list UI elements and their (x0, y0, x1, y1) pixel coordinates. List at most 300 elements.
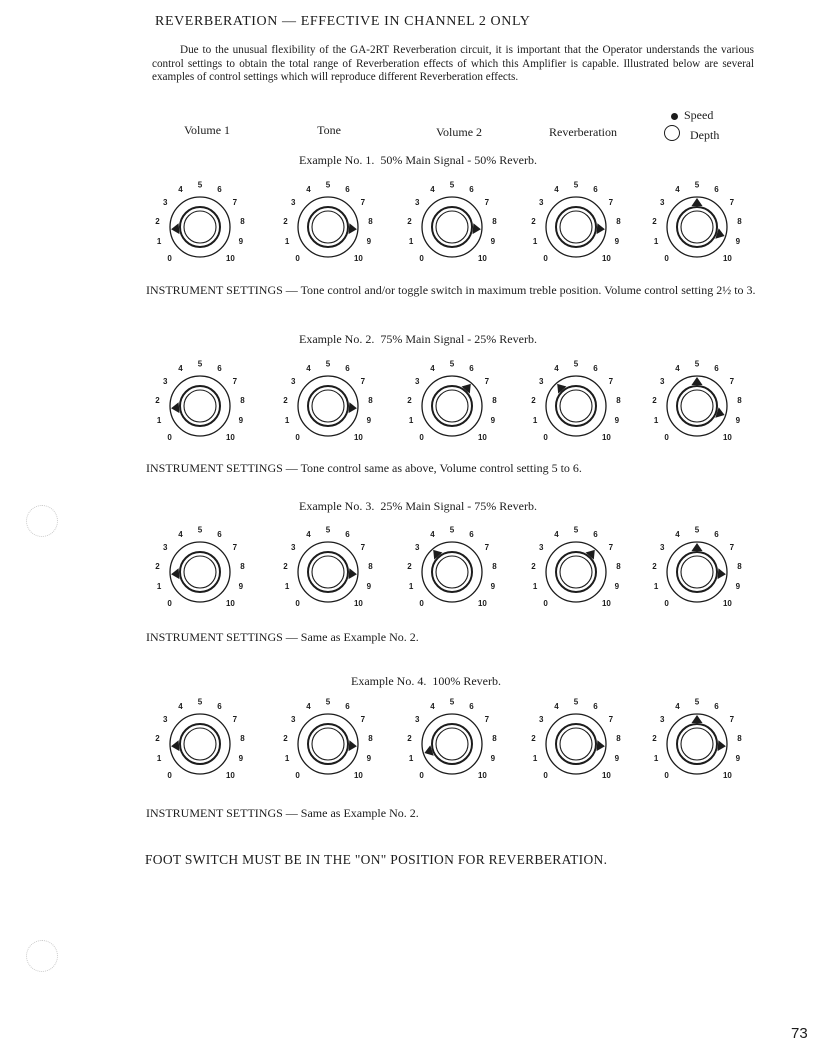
dial-number-8: 8 (492, 395, 497, 405)
dial-number-9: 9 (490, 236, 496, 246)
dial-number-8: 8 (368, 395, 373, 405)
dial-number-4: 4 (306, 364, 311, 374)
knob-dial-graphic (278, 520, 378, 630)
knob-pointer-icon (349, 568, 357, 579)
dial-number-10: 10 (601, 432, 611, 442)
dial-number-9: 9 (238, 581, 244, 591)
dial-number-6: 6 (593, 530, 598, 540)
dial-number-7: 7 (360, 377, 366, 387)
column-volume-1: Volume 1 (183, 123, 231, 137)
knob-pointer-icon (171, 223, 179, 234)
dial-number-5: 5 (325, 180, 331, 190)
knob-inner-ring (556, 386, 596, 426)
dial-number-8: 8 (737, 395, 742, 405)
knob-cap (184, 728, 216, 760)
dial-number-7: 7 (608, 198, 614, 208)
dial-number-2: 2 (531, 395, 536, 405)
dial-number-5: 5 (325, 697, 331, 707)
dial-number-3: 3 (414, 198, 420, 208)
dial-number-7: 7 (729, 715, 735, 725)
dial-number-5: 5 (449, 359, 455, 369)
knob-dial-graphic (150, 520, 250, 630)
knob-dial-graphic (150, 354, 250, 464)
dial-number-10: 10 (722, 598, 732, 608)
speed-pointer-icon (692, 715, 703, 723)
knob-inner-ring (180, 724, 220, 764)
dial-number-3: 3 (538, 715, 544, 725)
page-heading: REVERBERATION — EFFECTIVE IN CHANNEL 2 ONLY (155, 14, 531, 29)
dial-number-9: 9 (614, 236, 620, 246)
dial-number-4: 4 (306, 702, 311, 712)
dial-number-3: 3 (538, 543, 544, 553)
dial-number-1: 1 (532, 415, 538, 425)
knob-pointer-icon (349, 740, 357, 751)
dial-number-7: 7 (484, 543, 490, 553)
dial-number-4: 4 (430, 185, 435, 195)
example-1-volume-2-knob (402, 175, 502, 285)
dial-number-7: 7 (232, 543, 238, 553)
knob-dial-graphic (647, 354, 747, 464)
dial-number-3: 3 (538, 198, 544, 208)
dial-number-0: 0 (167, 253, 172, 263)
knob-cap (436, 211, 468, 243)
dial-number-10: 10 (477, 253, 487, 263)
dial-number-7: 7 (729, 198, 735, 208)
knob-dial-graphic (278, 354, 378, 464)
dial-number-5: 5 (694, 359, 700, 369)
dial-number-3: 3 (414, 543, 420, 553)
dial-number-6: 6 (345, 530, 350, 540)
dial-number-2: 2 (407, 216, 412, 226)
dial-number-10: 10 (353, 253, 363, 263)
example-2-tone-knob (278, 354, 378, 464)
column-volume-2: Volume 2 (435, 125, 483, 139)
knob-inner-ring (308, 386, 348, 426)
scan-smudge-2 (26, 940, 58, 972)
knob-inner-ring (180, 207, 220, 247)
dial-number-7: 7 (608, 377, 614, 387)
knob-inner-ring (180, 386, 220, 426)
dial-number-2: 2 (531, 216, 536, 226)
dial-number-8: 8 (616, 561, 621, 571)
dial-number-7: 7 (484, 715, 490, 725)
dial-number-4: 4 (675, 364, 680, 374)
example-4-volume-2-knob (402, 692, 502, 802)
dial-number-10: 10 (353, 770, 363, 780)
speed-pointer-icon (692, 198, 703, 206)
example-1-speed-depth-knob (647, 175, 747, 285)
dial-number-10: 10 (722, 770, 732, 780)
depth-pointer-icon (718, 740, 726, 751)
dial-number-8: 8 (368, 561, 373, 571)
knob-cap (560, 390, 592, 422)
dial-number-8: 8 (492, 561, 497, 571)
knob-dial-graphic (278, 175, 378, 285)
legend-speed-label: Speed (684, 108, 714, 122)
knob-cap (312, 556, 344, 588)
dial-number-9: 9 (490, 753, 496, 763)
dial-number-5: 5 (197, 525, 203, 535)
dial-number-6: 6 (714, 530, 719, 540)
dial-number-1: 1 (408, 415, 414, 425)
dial-number-1: 1 (653, 415, 659, 425)
dial-number-5: 5 (449, 180, 455, 190)
dial-number-10: 10 (225, 253, 235, 263)
dial-number-9: 9 (735, 581, 741, 591)
dial-number-2: 2 (283, 733, 288, 743)
dial-number-6: 6 (345, 364, 350, 374)
knob-cap (312, 211, 344, 243)
dial-number-8: 8 (240, 733, 245, 743)
dial-number-0: 0 (167, 770, 172, 780)
dial-number-9: 9 (735, 753, 741, 763)
foot-switch-note: FOOT SWITCH MUST BE IN THE "ON" POSITION FOR REVERBERATION. (145, 852, 608, 867)
dial-number-0: 0 (543, 253, 548, 263)
dial-number-4: 4 (430, 702, 435, 712)
dial-number-4: 4 (178, 702, 183, 712)
knob-cap (560, 211, 592, 243)
dial-number-6: 6 (217, 702, 222, 712)
dial-number-0: 0 (419, 253, 424, 263)
dial-number-4: 4 (675, 185, 680, 195)
dial-number-2: 2 (407, 733, 412, 743)
dial-number-4: 4 (178, 364, 183, 374)
example-2-settings: INSTRUMENT SETTINGS — Tone control same as above, Volume control setting 5 to 6. (146, 461, 582, 475)
example-3-volume-2-knob (402, 520, 502, 630)
dial-number-5: 5 (197, 697, 203, 707)
dial-number-6: 6 (469, 185, 474, 195)
knob-dial-graphic (647, 692, 747, 802)
dial-number-2: 2 (155, 216, 160, 226)
dial-number-7: 7 (360, 715, 366, 725)
knob-pointer-icon (349, 402, 357, 413)
example-3-settings: INSTRUMENT SETTINGS — Same as Example No. 2. (146, 630, 419, 644)
dial-number-10: 10 (225, 432, 235, 442)
dial-number-0: 0 (167, 598, 172, 608)
dial-number-4: 4 (430, 364, 435, 374)
dial-number-1: 1 (408, 236, 414, 246)
dial-number-0: 0 (167, 432, 172, 442)
dial-number-7: 7 (729, 543, 735, 553)
dial-number-1: 1 (532, 753, 538, 763)
dial-number-9: 9 (490, 415, 496, 425)
knob-dial-graphic (526, 520, 626, 630)
dial-number-5: 5 (325, 525, 331, 535)
dial-number-0: 0 (295, 253, 300, 263)
example-3-title: Example No. 3. 25% Main Signal - 75% Reverb. (299, 499, 537, 513)
knob-cap (681, 390, 713, 422)
dial-number-3: 3 (162, 715, 168, 725)
dial-number-8: 8 (616, 216, 621, 226)
knob-dial-graphic (647, 520, 747, 630)
knob-inner-ring (432, 207, 472, 247)
dial-number-1: 1 (532, 581, 538, 591)
dial-number-7: 7 (232, 198, 238, 208)
dial-number-7: 7 (232, 715, 238, 725)
dial-number-4: 4 (554, 185, 559, 195)
dial-number-3: 3 (659, 715, 665, 725)
dial-number-3: 3 (414, 715, 420, 725)
dial-number-0: 0 (295, 770, 300, 780)
knob-dial-graphic (647, 175, 747, 285)
example-4-settings: INSTRUMENT SETTINGS — Same as Example No. 2. (146, 806, 419, 820)
dial-number-6: 6 (714, 364, 719, 374)
knob-dial-graphic (526, 692, 626, 802)
dial-number-3: 3 (290, 377, 296, 387)
dial-number-8: 8 (737, 561, 742, 571)
dial-number-6: 6 (345, 702, 350, 712)
dial-number-1: 1 (408, 581, 414, 591)
dial-number-3: 3 (162, 198, 168, 208)
knob-dial-graphic (526, 175, 626, 285)
dial-number-5: 5 (197, 359, 203, 369)
dial-number-9: 9 (614, 753, 620, 763)
dial-number-9: 9 (238, 753, 244, 763)
dial-number-7: 7 (729, 377, 735, 387)
knob-dial-graphic (150, 175, 250, 285)
dial-number-3: 3 (162, 543, 168, 553)
dial-number-5: 5 (449, 697, 455, 707)
dial-number-4: 4 (430, 530, 435, 540)
dial-number-6: 6 (469, 364, 474, 374)
dial-number-0: 0 (419, 770, 424, 780)
dial-number-10: 10 (722, 432, 732, 442)
dial-number-6: 6 (217, 530, 222, 540)
dial-number-3: 3 (659, 377, 665, 387)
example-4-tone-knob (278, 692, 378, 802)
knob-cap (681, 728, 713, 760)
dial-number-3: 3 (290, 198, 296, 208)
dial-number-4: 4 (554, 364, 559, 374)
page-number: 73 (791, 1025, 808, 1042)
dial-number-1: 1 (653, 581, 659, 591)
dial-number-9: 9 (238, 415, 244, 425)
dial-number-8: 8 (368, 733, 373, 743)
knob-inner-ring (556, 207, 596, 247)
intro-paragraph: Due to the unusual flexibility of the GA-2RT Reverberation circuit, it is important that the Operator understands the various control settings to obtain the total range of Reverberation effects of which this Amplifier is capable. Illustrated below are several examples of control settings which will reproduce different Reverberation effects. (152, 44, 754, 83)
dial-number-4: 4 (306, 530, 311, 540)
knob-inner-ring (556, 552, 596, 592)
dial-number-0: 0 (543, 432, 548, 442)
knob-inner-ring (432, 552, 472, 592)
dial-number-7: 7 (484, 377, 490, 387)
dial-number-4: 4 (306, 185, 311, 195)
example-1-volume-1-knob (150, 175, 250, 285)
dial-number-6: 6 (469, 530, 474, 540)
column-tone: Tone (317, 123, 341, 137)
dial-number-8: 8 (737, 733, 742, 743)
dial-number-1: 1 (532, 236, 538, 246)
dial-number-9: 9 (735, 415, 741, 425)
dial-number-2: 2 (652, 395, 657, 405)
dial-number-5: 5 (694, 525, 700, 535)
dial-number-10: 10 (477, 770, 487, 780)
depth-circle-icon (664, 125, 680, 141)
knob-dial-graphic (402, 354, 502, 464)
dial-number-0: 0 (295, 598, 300, 608)
knob-pointer-icon (171, 568, 179, 579)
dial-number-2: 2 (652, 216, 657, 226)
dial-number-6: 6 (469, 702, 474, 712)
dial-number-10: 10 (722, 253, 732, 263)
dial-number-10: 10 (225, 598, 235, 608)
dial-number-1: 1 (284, 581, 290, 591)
dial-number-0: 0 (664, 253, 669, 263)
dial-number-4: 4 (178, 530, 183, 540)
dial-number-5: 5 (325, 359, 331, 369)
knob-cap (312, 390, 344, 422)
column-reverberation: Reverberation (549, 125, 617, 139)
knob-inner-ring (180, 552, 220, 592)
knob-cap (436, 390, 468, 422)
speed-pointer-icon (692, 543, 703, 551)
knob-cap (681, 556, 713, 588)
dial-number-7: 7 (360, 543, 366, 553)
scan-smudge-1 (26, 505, 58, 537)
dial-number-8: 8 (492, 733, 497, 743)
dial-number-10: 10 (353, 432, 363, 442)
dial-number-8: 8 (492, 216, 497, 226)
dial-number-5: 5 (197, 180, 203, 190)
dial-number-8: 8 (616, 733, 621, 743)
dial-number-2: 2 (652, 733, 657, 743)
dial-number-2: 2 (155, 395, 160, 405)
dial-number-2: 2 (155, 733, 160, 743)
dial-number-9: 9 (366, 753, 372, 763)
example-4-title: Example No. 4. 100% Reverb. (351, 674, 501, 688)
knob-dial-graphic (278, 692, 378, 802)
dial-number-10: 10 (601, 598, 611, 608)
dial-number-0: 0 (664, 598, 669, 608)
dial-number-9: 9 (614, 415, 620, 425)
dial-number-10: 10 (477, 598, 487, 608)
knob-cap (312, 728, 344, 760)
knob-cap (560, 728, 592, 760)
dial-number-3: 3 (659, 543, 665, 553)
knob-dial-graphic (526, 354, 626, 464)
dial-number-9: 9 (490, 581, 496, 591)
dial-number-2: 2 (652, 561, 657, 571)
example-1-title: Example No. 1. 50% Main Signal - 50% Reverb. (299, 153, 537, 167)
depth-pointer-icon (718, 568, 726, 579)
dial-number-7: 7 (484, 198, 490, 208)
knob-inner-ring (556, 724, 596, 764)
knob-inner-ring (677, 386, 717, 426)
dial-number-1: 1 (284, 415, 290, 425)
dial-number-4: 4 (675, 530, 680, 540)
knob-inner-ring (432, 724, 472, 764)
dial-number-10: 10 (353, 598, 363, 608)
dial-number-0: 0 (543, 598, 548, 608)
knob-pointer-icon (349, 223, 357, 234)
dial-number-10: 10 (601, 253, 611, 263)
dial-number-4: 4 (178, 185, 183, 195)
dial-number-3: 3 (290, 543, 296, 553)
dial-number-9: 9 (735, 236, 741, 246)
dial-number-6: 6 (593, 364, 598, 374)
knob-cap (560, 556, 592, 588)
knob-inner-ring (432, 386, 472, 426)
example-3-tone-knob (278, 520, 378, 630)
dial-number-2: 2 (407, 395, 412, 405)
dial-number-1: 1 (653, 753, 659, 763)
dial-number-7: 7 (608, 715, 614, 725)
dial-number-2: 2 (407, 561, 412, 571)
dial-number-5: 5 (573, 180, 579, 190)
knob-pointer-icon (597, 223, 605, 234)
dial-number-1: 1 (156, 581, 162, 591)
dial-number-2: 2 (283, 216, 288, 226)
knob-cap (184, 211, 216, 243)
dial-number-0: 0 (419, 598, 424, 608)
knob-pointer-icon (171, 740, 179, 751)
knob-inner-ring (677, 724, 717, 764)
dial-number-8: 8 (240, 561, 245, 571)
dial-number-7: 7 (232, 377, 238, 387)
knob-cap (184, 556, 216, 588)
example-4-speed-depth-knob (647, 692, 747, 802)
knob-dial-graphic (402, 692, 502, 802)
knob-inner-ring (677, 552, 717, 592)
dial-number-5: 5 (573, 697, 579, 707)
dial-number-9: 9 (366, 581, 372, 591)
dial-number-5: 5 (573, 359, 579, 369)
dial-number-6: 6 (714, 702, 719, 712)
example-4-volume-1-knob (150, 692, 250, 802)
dial-number-1: 1 (653, 236, 659, 246)
dial-number-0: 0 (295, 432, 300, 442)
dial-number-9: 9 (614, 581, 620, 591)
knob-cap (436, 728, 468, 760)
dial-number-3: 3 (538, 377, 544, 387)
knob-inner-ring (308, 552, 348, 592)
dial-number-0: 0 (664, 432, 669, 442)
knob-cap (184, 390, 216, 422)
dial-number-6: 6 (345, 185, 350, 195)
dial-number-5: 5 (694, 180, 700, 190)
dial-number-2: 2 (283, 561, 288, 571)
example-2-title: Example No. 2. 75% Main Signal - 25% Reverb. (299, 332, 537, 346)
knob-inner-ring (308, 207, 348, 247)
example-3-speed-depth-knob (647, 520, 747, 630)
example-2-speed-depth-knob (647, 354, 747, 464)
dial-number-9: 9 (366, 236, 372, 246)
example-2-reverberation-knob (526, 354, 626, 464)
dial-number-1: 1 (156, 753, 162, 763)
knob-inner-ring (677, 207, 717, 247)
dial-number-4: 4 (554, 530, 559, 540)
dial-number-5: 5 (449, 525, 455, 535)
dial-number-4: 4 (554, 702, 559, 712)
knob-dial-graphic (150, 692, 250, 802)
dial-number-7: 7 (360, 198, 366, 208)
dial-number-6: 6 (217, 364, 222, 374)
dial-number-3: 3 (162, 377, 168, 387)
knob-cap (436, 556, 468, 588)
knob-pointer-icon (473, 223, 481, 234)
dial-number-2: 2 (283, 395, 288, 405)
example-1-tone-knob (278, 175, 378, 285)
knob-inner-ring (308, 724, 348, 764)
dial-number-6: 6 (217, 185, 222, 195)
dial-number-0: 0 (543, 770, 548, 780)
dial-number-6: 6 (593, 185, 598, 195)
dial-number-8: 8 (616, 395, 621, 405)
example-1-reverberation-knob (526, 175, 626, 285)
dial-number-10: 10 (225, 770, 235, 780)
dial-number-1: 1 (284, 236, 290, 246)
dial-number-6: 6 (593, 702, 598, 712)
